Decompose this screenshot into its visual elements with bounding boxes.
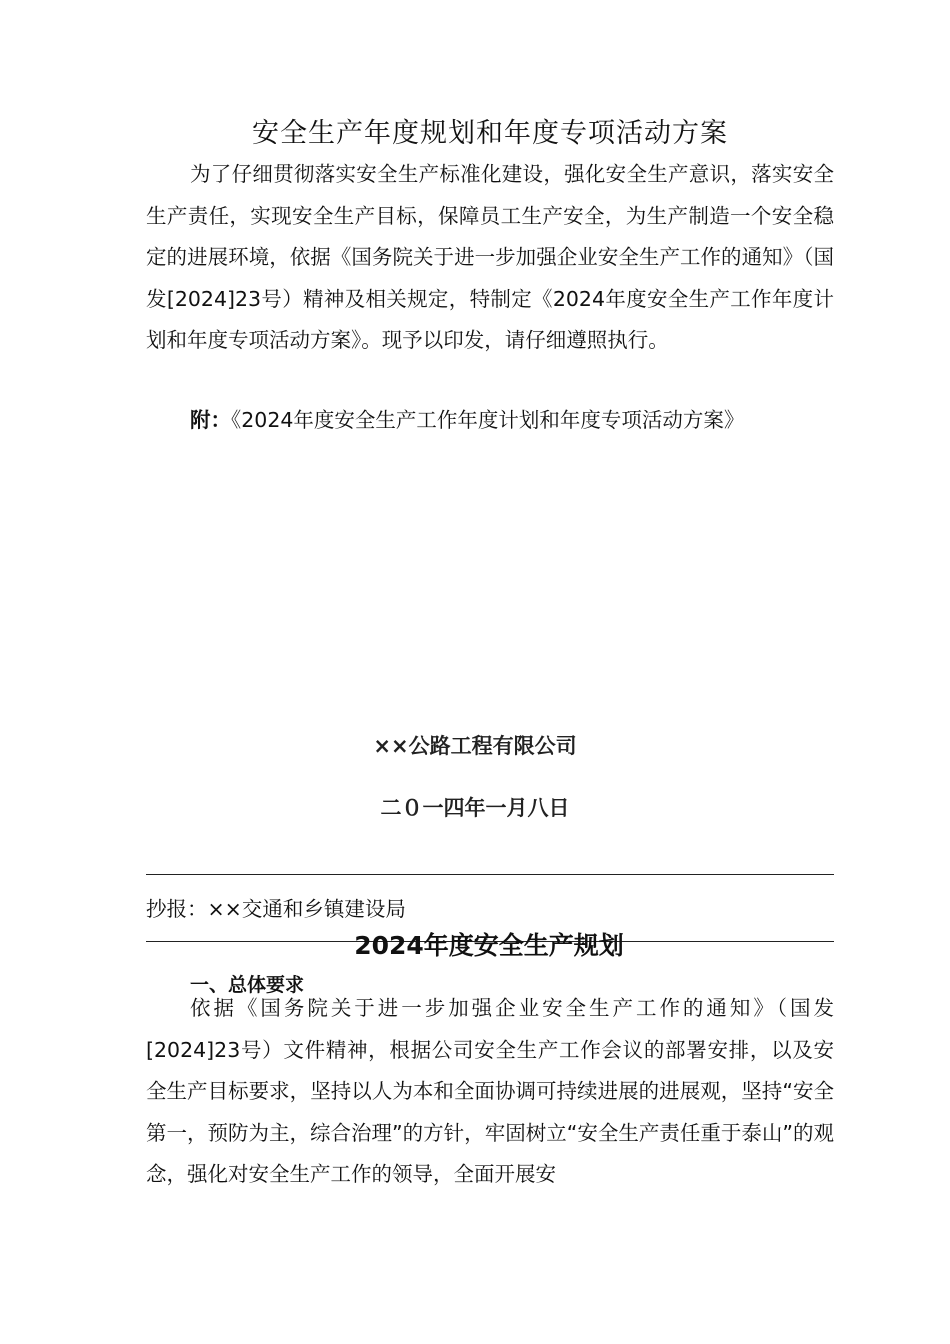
document-title: 安全生产年度规划和年度专项活动方案 [252,118,728,149]
attachment-line [190,402,744,438]
copy-to-line: 抄报：××交通和乡镇建设局 [146,897,406,921]
attachment-text: 《2024年度安全生产工作年度计划和年度专项活动方案》 [231,408,745,432]
attachment-label: 附： [190,408,231,432]
section-title: 一、总体要求 [190,974,305,996]
company-name: ××公路工程有限公司 [373,734,577,758]
issue-date: 二０一四年一月八日 [380,796,570,820]
intro-paragraph: 为了仔细贯彻落实安全生产标准化建设，强化安全生产意识，落实安全生产责任，实现安全生产目标，保障员工生产安全，为生产制造一个安全稳定的进展环境，依据《国务院关于进一步加强企业安全生产工作的通知》（国发[2024]23号）精神及相关规定，特制定《2024年度安全生产工作年度计划和年度专项活动方案》。现予以印发，请仔细遵照执行。 [146,162,834,352]
section-body: 依据《国务院关于进一步加强企业安全生产工作的通知》（国发[2024]23号）文件精神，根据公司安全生产工作会议的部署安排，以及安全生产目标要求，坚持以人为本和全面协调可持续进展的进展观，坚持“安全第一，预防为主，综合治理”的方针，牢固树立“安全生产责任重于泰山”的观念，强化对安全生产工作的领导，全面开展安 [146,996,834,1186]
plan-heading: 2024年度安全生产规划 [354,931,624,960]
divider-top [146,874,834,875]
